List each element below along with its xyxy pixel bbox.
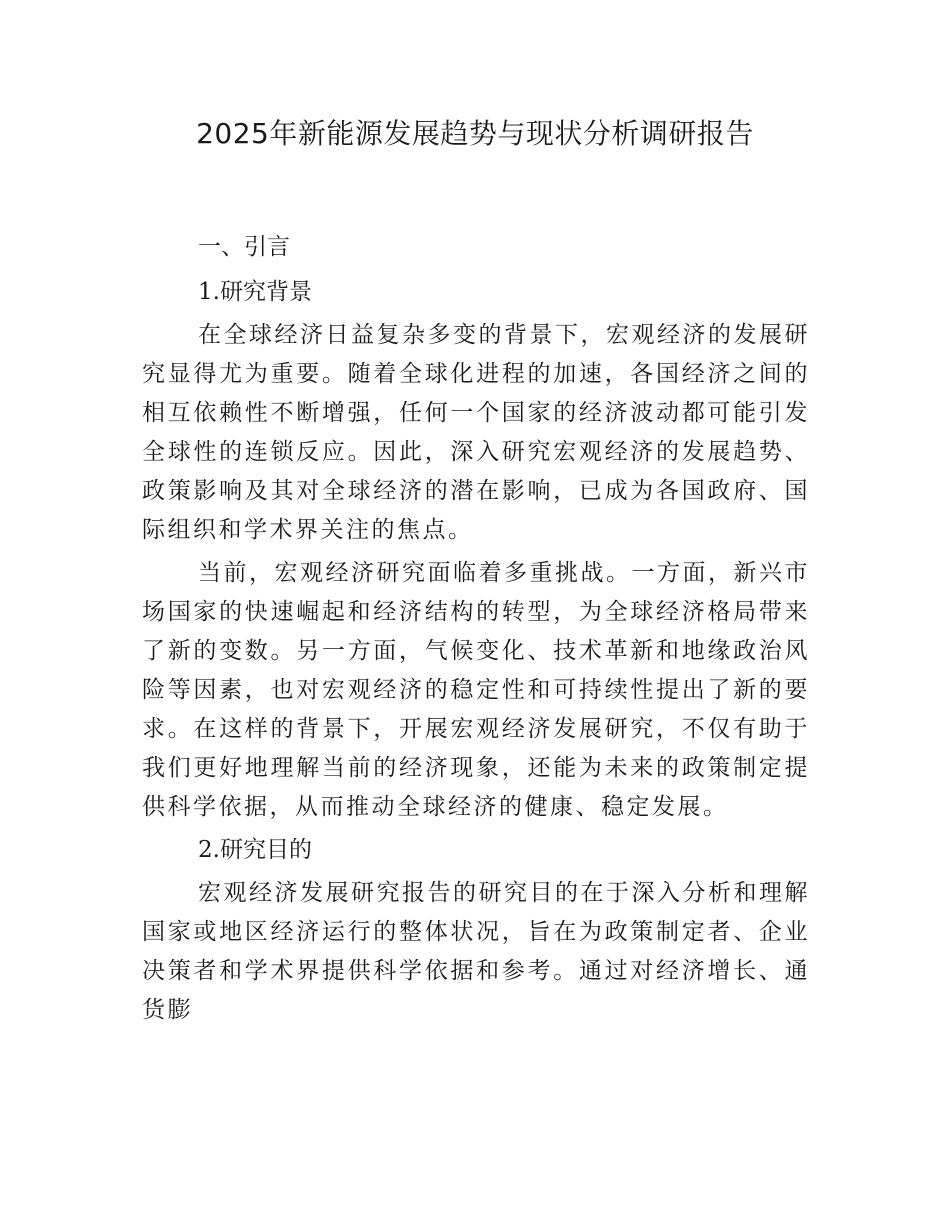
subsection-heading-purpose: 2.研究目的 <box>198 837 312 863</box>
paragraph-background-1: 在全球经济日益复杂多变的背景下，宏观经济的发展研究显得尤为重要。随着全球化进程的加速，各国经济之间的相互依赖性不断增强，任何一个国家的经济波动都可能引发全球性的连锁反应。因此，深入研究宏观经济的发展趋势、政策影响及其对全球经济的潜在影响，已成为各国政府、国际组织和学术界关注的焦点。 <box>142 322 810 543</box>
document-body <box>142 228 810 1034</box>
document-title: 2025年新能源发展趋势与现状分析调研报告 <box>196 117 754 150</box>
section-heading-introduction: 一、引言 <box>198 234 290 260</box>
paragraph-purpose-1: 宏观经济发展研究报告的研究目的在于深入分析和理解国家或地区经济运行的整体状况，旨在为政策制定者、企业决策者和学术界提供科学依据和参考。通过对经济增长、通货膨 <box>142 880 810 1023</box>
subsection-heading-background: 1.研究背景 <box>198 279 312 305</box>
paragraph-background-2: 当前，宏观经济研究面临着多重挑战。一方面，新兴市场国家的快速崛起和经济结构的转型，为全球经济格局带来了新的变数。另一方面，气候变化、技术革新和地缘政治风险等因素，也对宏观经济的稳定性和可持续性提出了新的要求。在这样的背景下，开展宏观经济发展研究，不仅有助于我们更好地理解当前的经济现象，还能为未来的政策制定提供科学依据，从而推动全球经济的健康、稳定发展。 <box>142 560 810 820</box>
